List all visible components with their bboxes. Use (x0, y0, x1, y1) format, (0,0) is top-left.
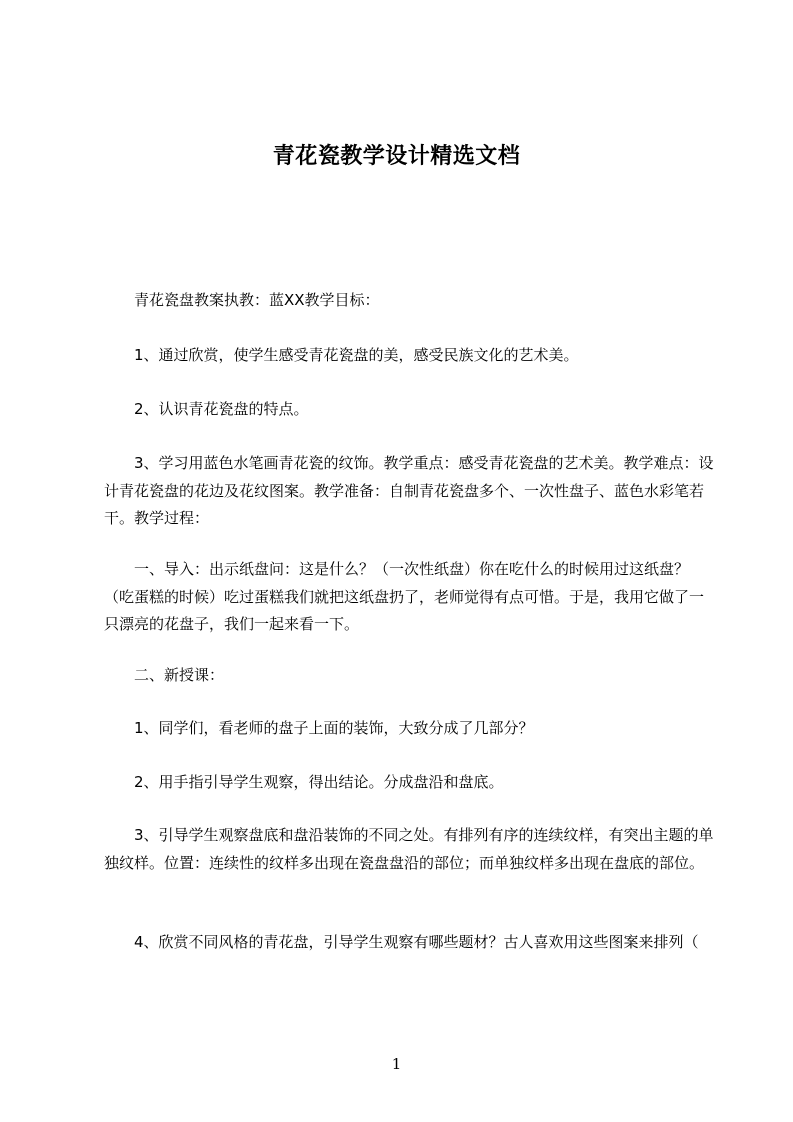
paragraph-new-lesson-3: 3、引导学生观察盘底和盘沿装饰的不同之处。有排列有序的连续纹样，有突出主题的单独纹样。位置：连续性的纹样多出现在瓷盘盘沿的部位；而单独纹样多出现在盘底的部位。 (104, 826, 714, 872)
paragraph-objective-3: 3、学习用蓝色水笔画青花瓷的纹饰。教学重点：感受青花瓷盘的艺术美。教学难点：设计青花瓷盘的花边及花纹图案。教学准备：自制青花瓷盘多个、一次性盘子、蓝色水彩笔若干。教学过程： (104, 454, 714, 527)
paragraph-introduction-step: 一、导入：出示纸盘问：这是什么？（一次性纸盘）你在吃什么的时候用过这纸盘？（吃蛋糕的时候）吃过蛋糕我们就把这纸盘扔了，老师觉得有点可惜。于是，我用它做了一只漂亮的花盘子，我们一起来看一下。 (104, 560, 705, 633)
page-number: 1 (391, 1055, 402, 1073)
paragraph-new-lesson-4: 4、欣赏不同风格的青花盘，引导学生观察有哪些题材？古人喜欢用这些图案来排列（ (134, 933, 699, 951)
paragraph-new-lesson-heading: 二、新授课： (134, 666, 225, 684)
paragraph-new-lesson-1: 1、同学们，看老师的盘子上面的装饰，大致分成了几部分？ (134, 719, 534, 737)
paragraph-new-lesson-2: 2、用手指引导学生观察，得出结论。分成盘沿和盘底。 (134, 773, 504, 791)
paragraph-intro: 青花瓷盘教案执教：蓝XX教学目标： (134, 291, 380, 309)
document-title: 青花瓷教学设计精选文档 (272, 144, 521, 169)
paragraph-objective-2: 2、认识青花瓷盘的特点。 (134, 400, 309, 418)
paragraph-objective-1: 1、通过欣赏，使学生感受青花瓷盘的美，感受民族文化的艺术美。 (134, 346, 579, 364)
